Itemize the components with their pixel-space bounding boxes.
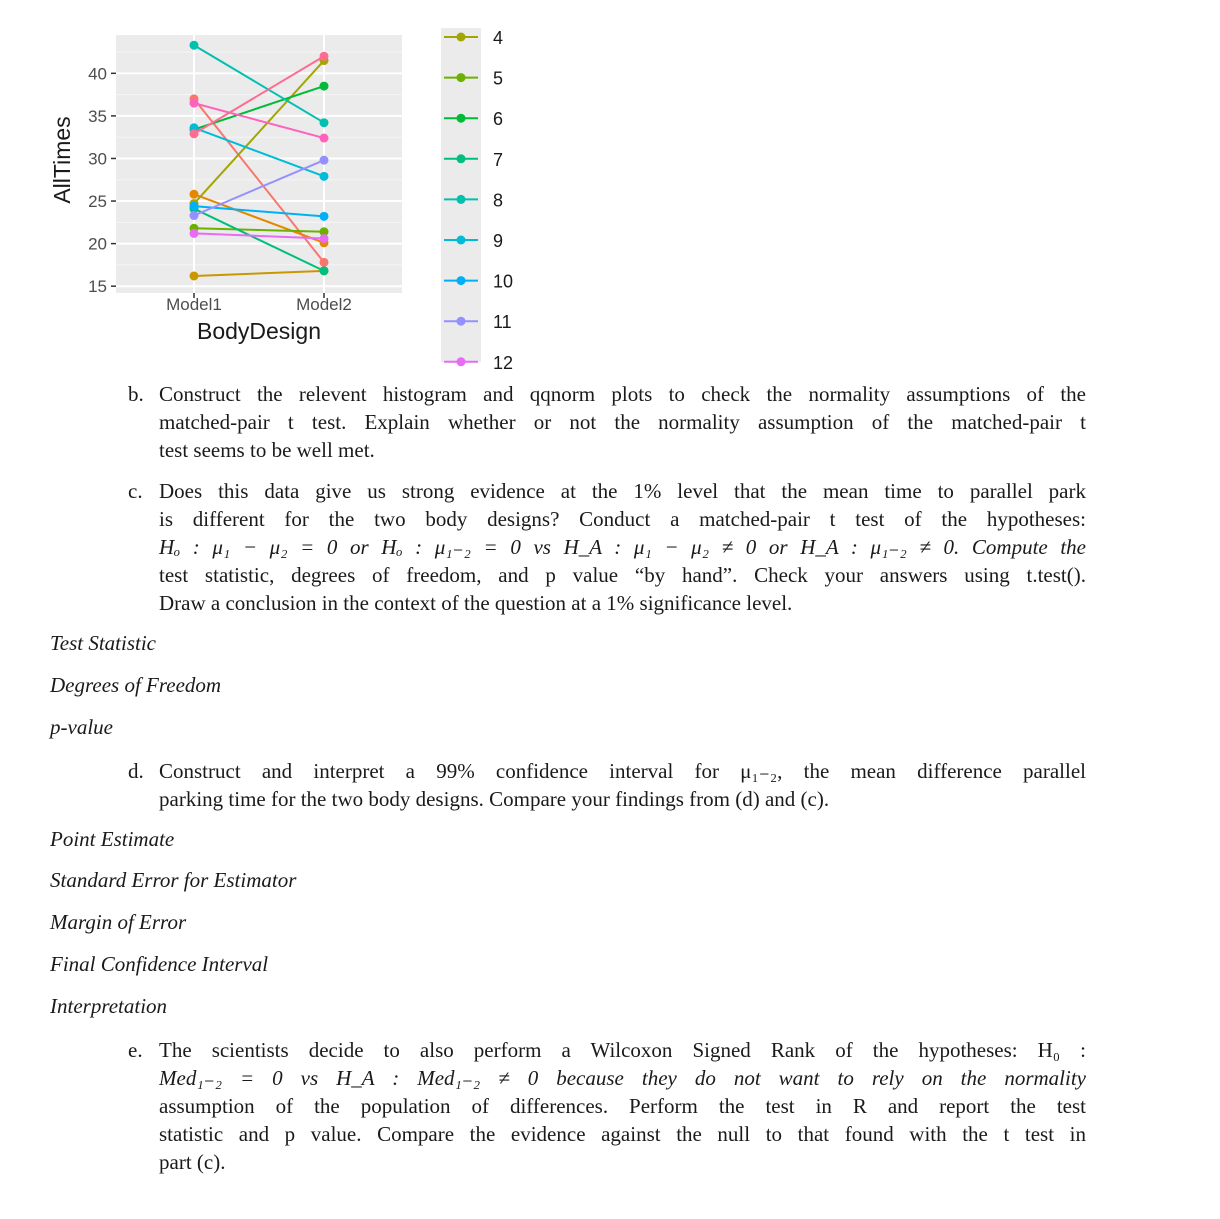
- x-tick-model2: Model2: [296, 295, 352, 314]
- question-c: [128, 477, 1086, 617]
- data-point: [190, 211, 199, 220]
- legend-label: 12: [493, 352, 514, 373]
- legend-label: 8: [493, 190, 504, 211]
- question-c-label: c.: [128, 479, 143, 503]
- legend-label: 6: [493, 109, 504, 130]
- data-point: [190, 41, 199, 50]
- field-degrees-of-freedom: Degrees of Freedom: [50, 673, 222, 697]
- data-point: [190, 271, 199, 280]
- legend-key-point: [457, 195, 466, 204]
- question-b: [128, 380, 1086, 464]
- question-c-line: Draw a conclusion in the context of the question at a 1% significance level.: [159, 591, 793, 615]
- legend-key-point: [457, 236, 466, 245]
- legend-label: 7: [493, 149, 504, 170]
- field-interpretation: Interpretation: [50, 994, 168, 1018]
- data-point: [320, 118, 329, 127]
- data-point: [190, 190, 199, 199]
- legend-label: 4: [493, 28, 504, 48]
- question-e-line: assumption of the population of differences. Perform the test in R and report the test: [159, 1094, 1086, 1118]
- question-c-line: is different for the two body designs? Conduct a matched-pair t test of the hypotheses:: [159, 507, 1086, 531]
- field-standard-error: Standard Error for Estimator: [50, 868, 297, 892]
- question-d-line: Construct and interpret a 99% confidence interval for μ₁₋₂, the mean difference parallel: [159, 759, 1086, 783]
- legend-label: 11: [493, 312, 512, 333]
- legend-key-point: [457, 73, 466, 82]
- legend-label: 9: [493, 231, 504, 251]
- y-tick-labels: [88, 64, 107, 296]
- question-d-line: parking time for the two body designs. Compare your findings from (d) and (c).: [159, 787, 830, 811]
- question-b-line: test seems to be well met.: [159, 438, 375, 462]
- data-point: [190, 99, 199, 108]
- legend-key-point: [457, 276, 466, 285]
- data-point: [320, 212, 329, 221]
- y-tick-label: 20: [88, 234, 107, 254]
- question-e-line: The scientists decide to also perform a Wilcoxon Signed Rank of the hypotheses: H₀ :: [159, 1038, 1086, 1062]
- y-axis-title: AllTimes: [49, 116, 75, 204]
- field-p-value: p-value: [50, 715, 113, 739]
- field-test-statistic: Test Statistic: [50, 631, 156, 655]
- question-b-label: b.: [128, 382, 144, 406]
- field-final-confidence-interval: Final Confidence Interval: [50, 952, 269, 976]
- y-tick-label: 35: [88, 106, 107, 126]
- question-c-line: test statistic, degrees of freedom, and p value “by hand”. Check your answers using t.test().: [159, 563, 1086, 587]
- data-point: [320, 266, 329, 275]
- question-b-line: Construct the relevent histogram and qqnorm plots to check the normality assumptions of the: [159, 382, 1086, 406]
- question-c-line: Does this data give us strong evidence at the 1% level that the mean time to parallel park: [159, 479, 1086, 503]
- question-c-hypotheses: Hₒ : μ₁ − μ₂ = 0 or Hₒ : μ₁₋₂ = 0 vs H_A : μ₁ − μ₂ ≠ 0 or H_A : μ₁₋₂ ≠ 0. Compute the: [159, 535, 1086, 559]
- question-d-label: d.: [128, 759, 144, 783]
- question-e-label: e.: [128, 1038, 143, 1062]
- data-point: [190, 202, 199, 211]
- question-e-line: statistic and p value. Compare the evidence against the null to that found with the t test in: [159, 1122, 1086, 1146]
- field-point-estimate: Point Estimate: [50, 827, 175, 851]
- legend-key-point: [457, 33, 466, 42]
- data-point: [320, 82, 329, 91]
- data-point: [320, 156, 329, 165]
- data-point: [190, 129, 199, 138]
- y-tick-marks: [111, 73, 116, 286]
- y-tick-label: 15: [88, 277, 107, 297]
- data-point: [320, 258, 329, 267]
- x-tick-model1: Model1: [166, 295, 222, 314]
- question-e-line: part (c).: [159, 1150, 226, 1174]
- question-d: [128, 757, 1086, 813]
- legend-key-point: [457, 357, 466, 366]
- data-point: [320, 234, 329, 243]
- data-point: [320, 134, 329, 143]
- question-b-line: matched-pair t test. Explain whether or not the normality assumption of the matched-pair t: [159, 410, 1086, 434]
- data-point: [320, 52, 329, 61]
- question-e: [128, 1036, 1086, 1176]
- x-axis-title: BodyDesign: [196, 318, 322, 344]
- question-e-hypotheses: Med₁₋₂ = 0 vs H_A : Med₁₋₂ ≠ 0 because they do not want to rely on the normality: [159, 1066, 1086, 1090]
- chart-figure: [0, 0, 560, 373]
- legend-key-point: [457, 154, 466, 163]
- legend-label: 10: [493, 271, 514, 292]
- y-tick-label: 30: [88, 149, 107, 169]
- legend-label: 5: [493, 68, 504, 89]
- legend-key-point: [457, 114, 466, 123]
- field-margin-of-error: Margin of Error: [50, 910, 187, 934]
- y-tick-label: 25: [88, 192, 107, 212]
- y-tick-label: 40: [88, 64, 107, 84]
- data-point: [320, 172, 329, 181]
- legend-key-point: [457, 317, 466, 326]
- data-point: [190, 229, 199, 238]
